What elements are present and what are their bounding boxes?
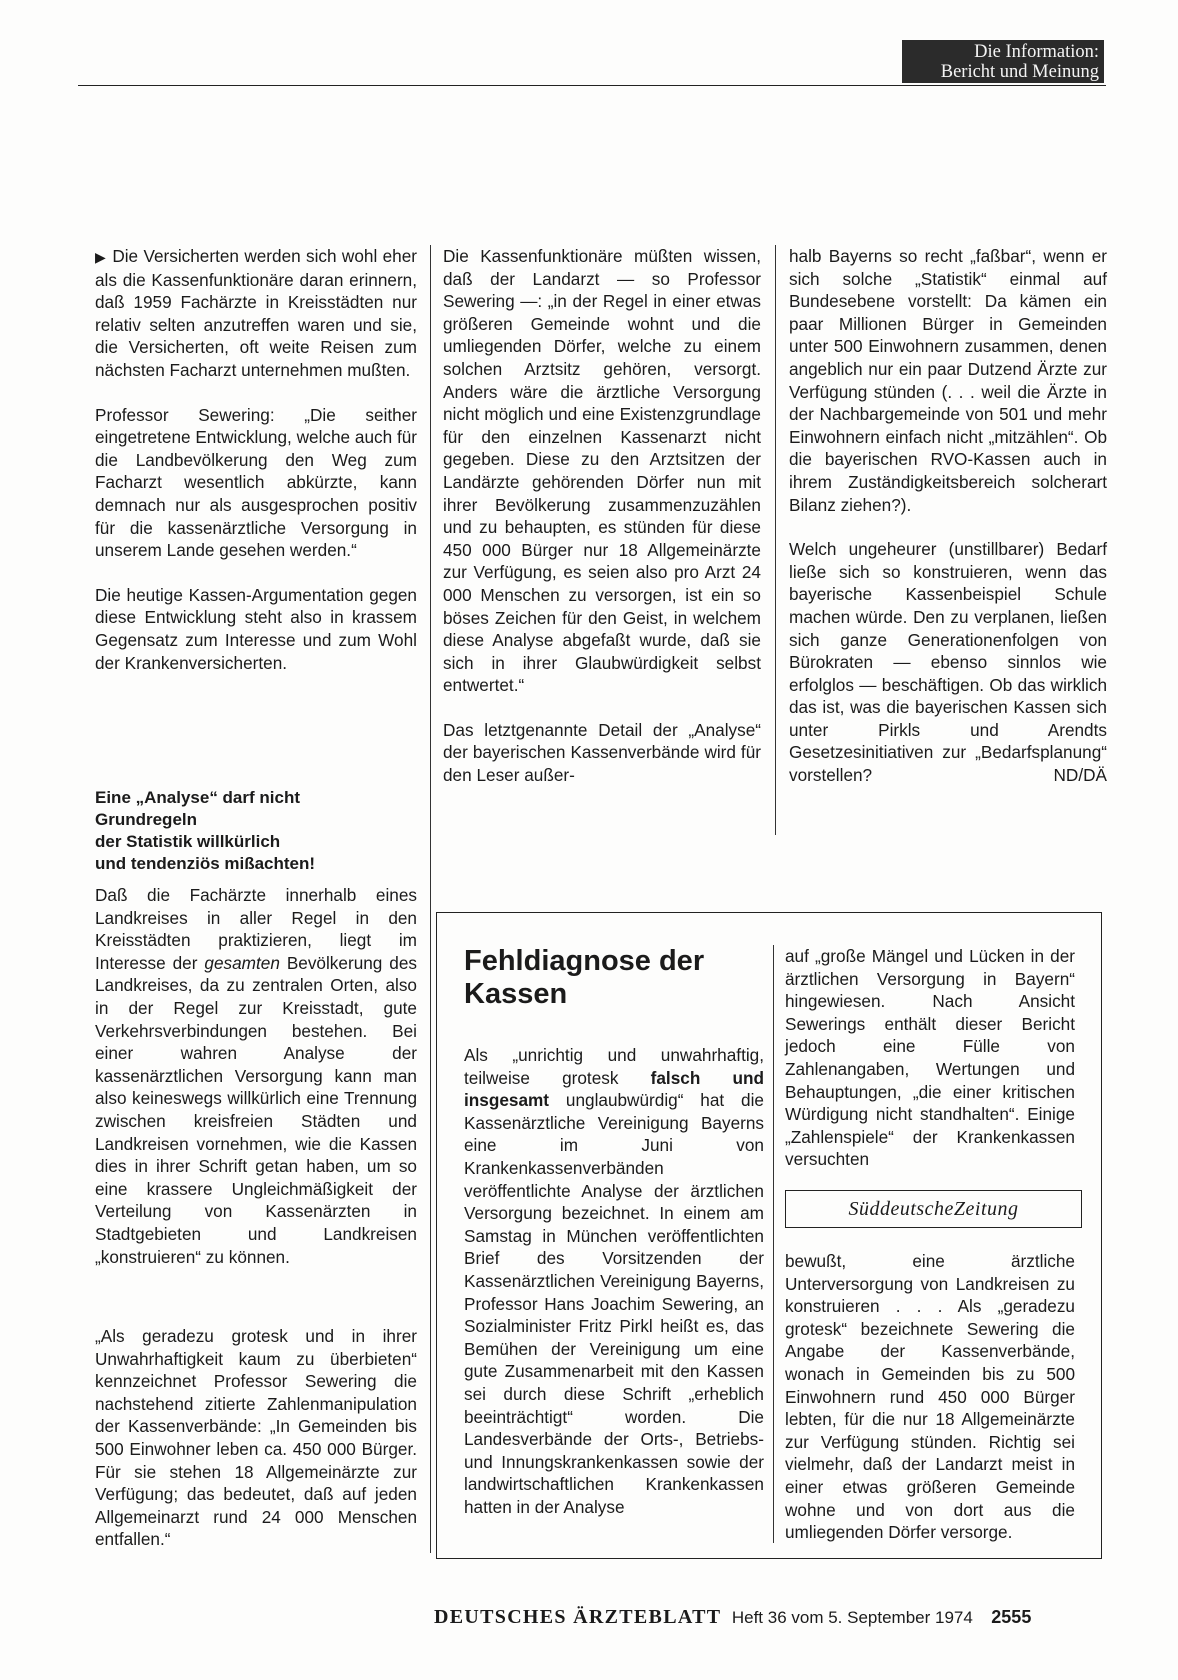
subheadline-line: der Statistik willkürlich bbox=[95, 832, 281, 851]
section-label-line1: Die Information: bbox=[974, 42, 1099, 62]
subheadline bbox=[95, 787, 395, 875]
column-left-middle bbox=[95, 884, 417, 1268]
column-left-top bbox=[95, 245, 417, 674]
paragraph: „Als geradezu grotesk und in ihrer Unwahrhaftigkeit kaum zu überbieten“ kennzeichnet Professor Sewering die nachstehend zitierte Zahlenmanipulation der Kassenverbände: „In Gemeinden bis 500 Einwohner leben ca. 450 000 Bürger. Für sie stehen 18 Allgemeinärzte zur Verfügung; das bedeutet, daß auf jeden Allgemeinarzt rund 24 000 Menschen entfallen.“ bbox=[95, 1326, 417, 1550]
section-badge bbox=[902, 40, 1104, 83]
issue-info: Heft 36 vom 5. September 1974 bbox=[731, 1608, 973, 1627]
paragraph: Das letztgenannte Detail der „Analyse“ der bayerischen Kassenverbände wird für den Leser außer- bbox=[443, 719, 761, 786]
box-text: Als „unrichtig und unwahrhaftig, teilweise grotesk bbox=[464, 1045, 764, 1088]
paragraph: Professor Sewering: „Die seither eingetretene Entwicklung, welche auch für die Landbevölkerung den Weg zum Facharzt wesentlich abkürzte, kann demnach nur als ausgesprochen positiv für die kassenärztliche Versorgung in unserem Lande gesehen werden.“ bbox=[95, 404, 417, 561]
page-number: 2555 bbox=[991, 1607, 1032, 1627]
subheadline-line: und tendenziös mißachten! bbox=[95, 854, 316, 873]
box-column-right-top: auf „große Mängel und Lücken in der ärztlichen Versorgung in Bayern“ hingewiesen. Nach Ansicht Sewerings enthält dieser Bericht jedoch eine Fülle von Zahlenangaben, Wertungen und Behauptungen, „die einer kritischen Würdigung nicht standhalten“. Einige „Zahlenspiele“ der Krankenkassen versuchten bbox=[785, 946, 1075, 1170]
paragraph: Die Kassenfunktionäre müßten wissen, daß der Landarzt — so Professor Sewering —: „in der Regel in einer etwas größeren Gemeinde wohnt und die umliegenden Dörfer, welche zu einem solchen Arztsitz gehören, versorgt. Anders wäre die ärztliche Versorgung nicht möglich und eine Existenzgrundlage für den einzelnen Kassenarzt nicht gegeben. Diese zu den Arztsitzen der Landärzte gehörenden Dörfer nun mit ihrer Bevölkerung zusammenzuzählen und zu behaupten, es stünden für diese 450 000 Bürger nur 18 Allgemeinärzte zur Verfügung, es seien also pro Arzt 24 000 Menschen zu versorgen, ist ein so böses Zeichen für den Geist, in welchem diese Analyse abgefaßt wurde, daß sie sich in ihrer Glaubwürdigkeit selbst entwertet.“ bbox=[443, 246, 761, 696]
paragraph-text: Welch ungeheurer (unstillbarer) Bedarf ließe sich so konstruieren, wenn das bayerische Kassenbeispiel Schule machen würde. Den zu verplanen, ließen sich ganze Generationenfolgen von Bürokraten — ebenso sinnlos wie erfolglos — beschäftigen. Ob das wirklich das ist, was die bayerischen Kassen sich unter Pirkls und Arendts Gesetzesinitiativen zur „Bedarfsplanung“ vorstellen? bbox=[789, 539, 1107, 786]
box-bold-text: falsch und insgesamt bbox=[464, 1067, 764, 1111]
box-column-left bbox=[464, 1044, 764, 1518]
paragraph-text: Daß die Fachärzte innerhalb eines Landkreises in aller Regel in den Kreisstädten praktizieren, liegt im Interesse der bbox=[95, 885, 417, 973]
paragraph: Die heutige Kassen-Argumentation gegen diese Entwicklung steht also in krassem Gegensatz zum Interesse und zum Wohl der Krankenversicherten. bbox=[95, 584, 417, 673]
bullet-arrow-icon: ▶ bbox=[95, 249, 107, 265]
paragraph-text: Die Versicherten werden sich wohl eher als die Kassenfunktionäre daran erinnern, daß 1959 Fachärzte in Kreisstädten nur relativ selten anzutreffen waren und sie, die Versicherten, oft weite Reisen zum nächsten Facharzt unternehmen mußten. bbox=[95, 246, 417, 380]
author-signature: ND/DÄ bbox=[1053, 765, 1107, 786]
source-logo: SüddeutscheZeitung bbox=[785, 1190, 1082, 1228]
emphasis-text: gesamten bbox=[204, 952, 280, 973]
paragraph bbox=[95, 884, 417, 1268]
column-divider bbox=[775, 245, 776, 835]
section-label-line2: Bericht und Meinung bbox=[940, 62, 1099, 82]
paragraph-text: Bevölkerung des Landkreises, da zu zentralen Orten, also in der Regel zur Kreisstadt, gute Verkehrsverbindungen bestehen. Bei einer wahren Analyse der kassenärztlichen Versorgung kann man also keineswegs willkürlich eine Trennung zwischen kreisfreien Städten und Landkreisen vornehmen, wie die Kassen dies in ihrer Schrift getan haben, um so eine krassere Ungleichmäßigkeit der Verteilung von Kassenärzten in Stadtgebieten und Landkreisen „konstruieren“ zu können. bbox=[95, 952, 418, 1267]
masthead: DEUTSCHES ÄRZTEBLATT bbox=[434, 1606, 722, 1628]
page-footer bbox=[434, 1606, 1106, 1629]
paragraph bbox=[95, 245, 417, 382]
box-column-right-bottom: bewußt, eine ärztliche Unterversorgung von Landkreisen zu konstruieren . . . Als „geradezu grotesk“ bezeichnete Sewering die Angabe der Kassenverbände, wonach in Gemeinden bis zu 500 Einwohnern rund 450 000 Bürger lebten, für die nur 18 Allgemeinärzte zur Verfügung stünden. Richtig sei vielmehr, daß der Landarzt meist in einer etwas größeren Gemeinde wohne und von dort aus die umliegenden Dörfer versorge. bbox=[785, 1251, 1075, 1543]
box-column-divider bbox=[773, 945, 774, 1543]
subheadline-line: Grundregeln bbox=[95, 810, 198, 829]
column-divider bbox=[430, 245, 431, 1553]
column-middle bbox=[443, 245, 761, 787]
paragraph: halb Bayerns so recht „faßbar“, wenn er sich solche „Statistik“ einmal auf Bundesebene vorstellt: Da kämen ein paar Millionen Bürger in Gemeinden unter 500 Einwohnern zusammen, denen angeblich nur ein paar Dutzend Ärzte zur Verfügung stünden (. . . weil die Ärzte in der Nachbargemeinde von 501 und mehr Einwohnern einfach nicht „mitzählen“. Ob die bayerischen RVO-Kassen auch in ihrem Zuständigkeitsbereich solcherart Bilanz ziehen?). bbox=[789, 246, 1107, 515]
box-headline: Fehldiagnose der Kassen bbox=[464, 945, 705, 1010]
header-rule bbox=[78, 85, 1106, 86]
column-right bbox=[789, 245, 1107, 787]
column-left-bottom bbox=[95, 1325, 417, 1551]
subheadline-line: Eine „Analyse“ darf nicht bbox=[95, 788, 300, 807]
paragraph bbox=[789, 538, 1107, 787]
box-text: unglaubwürdig“ hat die Kassenärztliche Vereinigung Bayerns eine im Juni von Krankenkassenverbänden veröffentlichte Analyse der ärztlichen Versorgung bezeichnet. In einem am Samstag in München veröffentlichten Brief des Vorsitzenden der Kassenärztlichen Vereinigung Bayerns, Professor Hans Joachim Sewering, an Sozialminister Fritz Pirkl heißt es, das Bemühen der Vereinigung um eine gute Zusammenarbeit mit den Kassen sei durch diese Schrift „erheblich beeinträchtigt“ worden. Die Landesverbände der Orts-, Betriebs- und Innungskrankenkassen sowie der landwirtschaftlichen Krankenkassen hatten in der Analyse bbox=[464, 1090, 764, 1517]
